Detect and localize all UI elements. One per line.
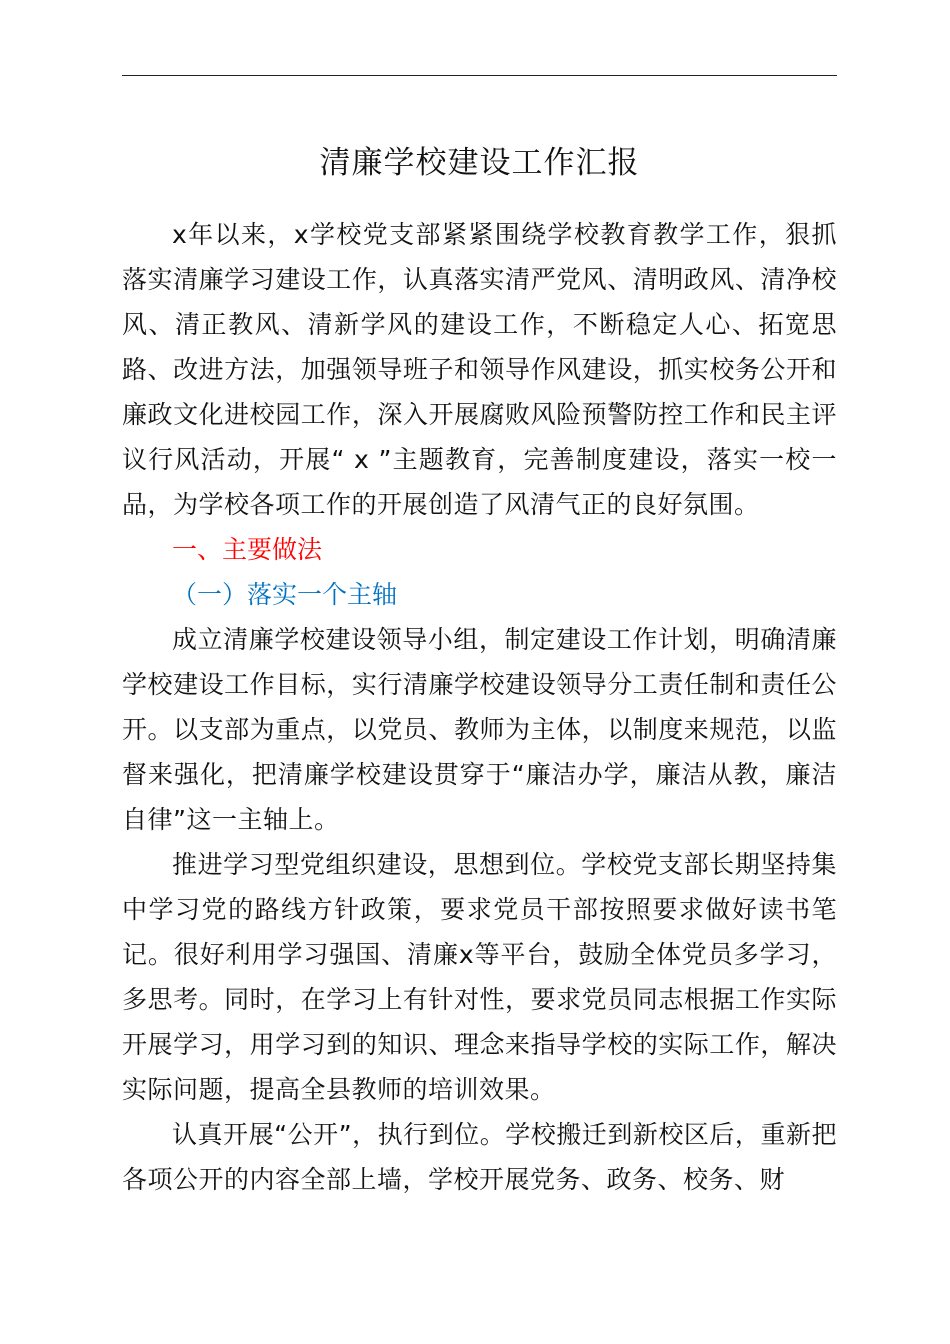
paragraph-disclosure: 认真开展“公开”，执行到位。学校搬迁到新校区后，重新把各项公开的内容全部上墙，学校开展党务、政务、校务、财 xyxy=(122,1120,837,1194)
intro-paragraph: x年以来，x学校党支部紧紧围绕学校教育教学工作，狠抓落实清廉学习建设工作，认真落实清严党风、清明政风、清净校风、清正教风、清新学风的建设工作，不断稳定人心、拓宽思路、改进方法，加强领导班子和领导作风建设，抓实校务公开和廉政文化进校园工作，深入开展腐败风险预警防控工作和民主评议行风活动，开展“ x ”主题教育，完善制度建设，落实一校一品，为学校各项工作的开展创造了风清气正的良好氛围。 xyxy=(122,220,837,519)
document-title: 清廉学校建设工作汇报 xyxy=(319,145,640,181)
paragraph-leading-group: 成立清廉学校建设领导小组，制定建设工作计划，明确清廉学校建设工作目标，实行清廉学校建设领导分工责任制和责任公开。以支部为重点，以党员、教师为主体，以制度来规范，以监督来强化，把清廉学校建设贯穿于“廉洁办学，廉洁从教，廉洁自律”这一主轴上。 xyxy=(122,625,837,834)
paragraph-learning-organization: 推进学习型党组织建设，思想到位。学校党支部长期坚持集中学习党的路线方针政策，要求党员干部按照要求做好读书笔记。很好利用学习强国、清廉x等平台，鼓励全体党员多学习，多思考。同时，在学习上有针对性，要求党员同志根据工作实际开展学习，用学习到的知识、理念来指导学校的实际工作，解决实际问题，提高全县教师的培训效果。 xyxy=(122,850,837,1104)
section-heading-main-practices: 一、主要做法 xyxy=(172,535,323,564)
document-body xyxy=(122,212,837,1202)
header-rule xyxy=(122,75,837,76)
subsection-heading-one-main-axis: （一）落实一个主轴 xyxy=(172,580,398,609)
